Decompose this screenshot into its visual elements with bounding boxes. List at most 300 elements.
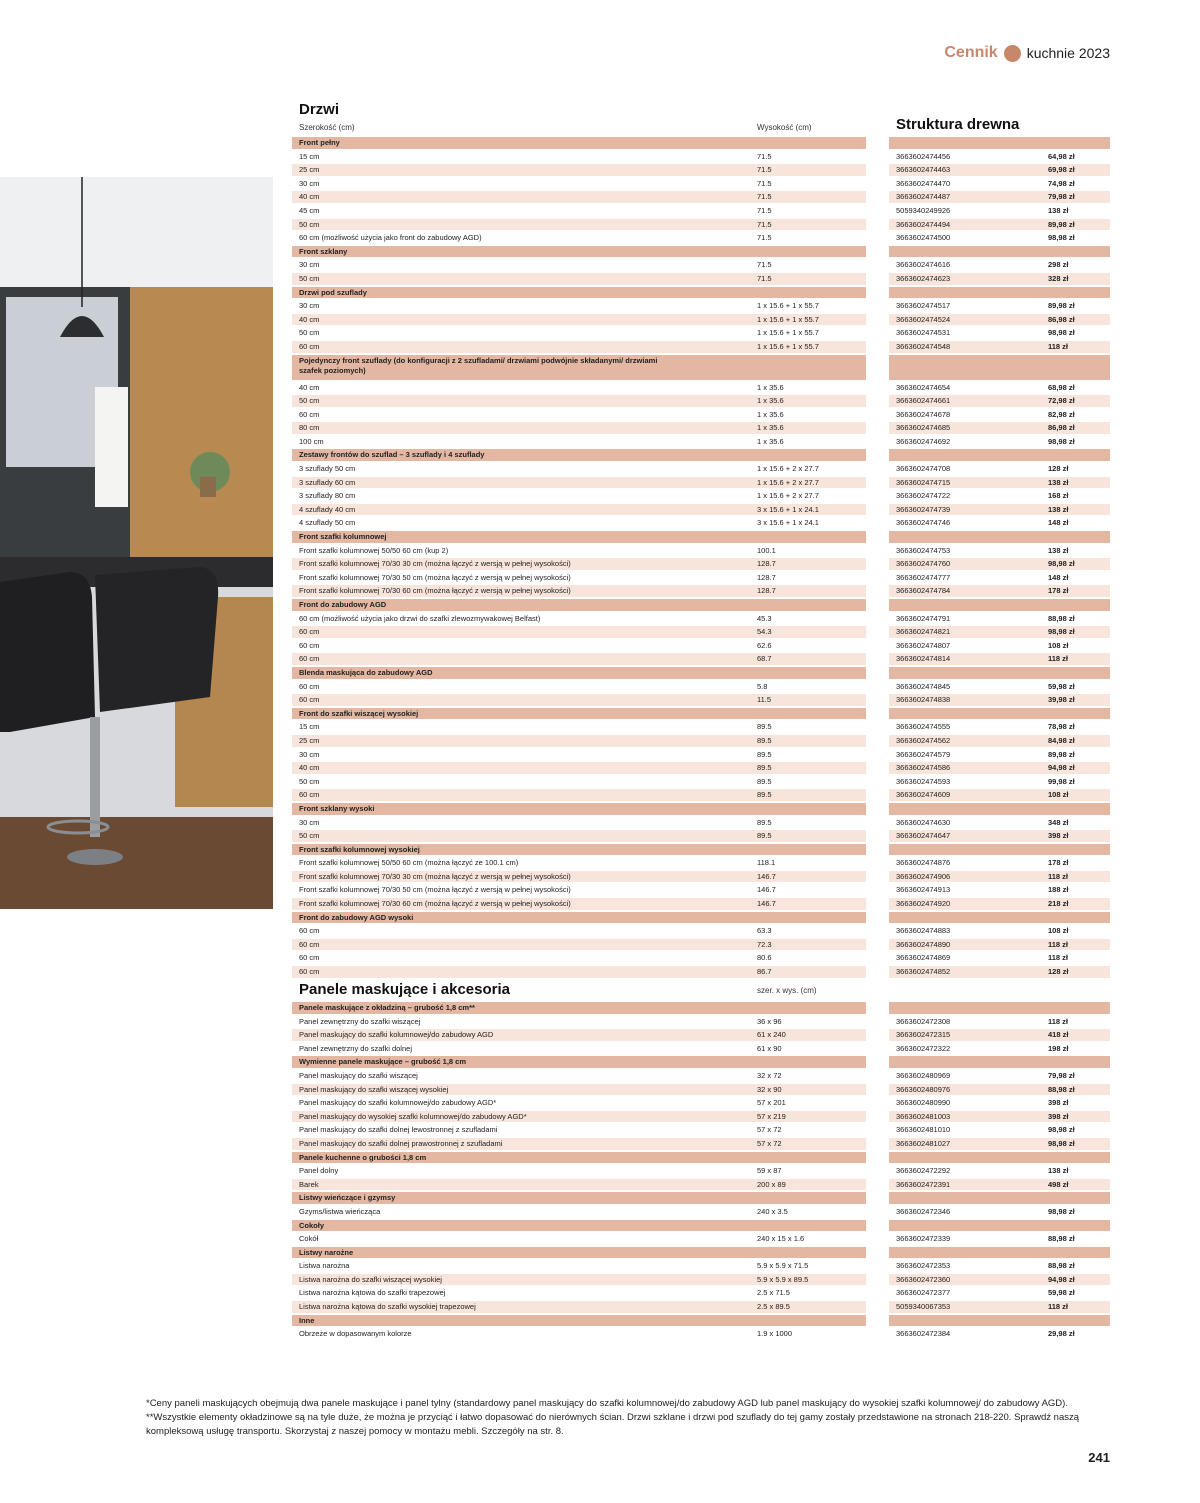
product-price: 398 zł xyxy=(1048,831,1069,841)
table-row xyxy=(292,544,1110,558)
product-name: 60 cm xyxy=(299,953,320,963)
product-dimensions: 57 x 72 xyxy=(757,1125,782,1135)
product-dimensions: 100.1 xyxy=(757,545,776,555)
product-dimensions: 146.7 xyxy=(757,885,776,895)
product-dimensions: 240 x 15 x 1.6 xyxy=(757,1234,805,1244)
product-dimensions: 1 x 35.6 xyxy=(757,423,784,433)
product-dimensions: 3 x 15.6 + 1 x 24.1 xyxy=(757,504,819,514)
category-title: Zestawy frontów do szuflad – 3 szuflady i 4 szuflady xyxy=(299,450,485,460)
product-price: 94,98 zł xyxy=(1048,763,1075,773)
section-title-panele: Panele maskujące i akcesoria xyxy=(299,981,510,998)
product-price: 88,98 zł xyxy=(1048,613,1075,623)
product-dimensions: 71.5 xyxy=(757,273,772,283)
product-name: Panel dolny xyxy=(299,1166,339,1176)
table-row xyxy=(292,231,1110,245)
product-price: 98,98 zł xyxy=(1048,436,1075,446)
category-header xyxy=(292,707,1110,721)
category-header xyxy=(292,245,1110,259)
product-name: 60 cm xyxy=(299,939,320,949)
product-name: 30 cm xyxy=(299,260,320,270)
product-dimensions: 89.5 xyxy=(757,735,772,745)
product-dimensions: 5.9 x 5.9 x 89.5 xyxy=(757,1274,809,1284)
table-row xyxy=(292,612,1110,626)
product-code: 3663602472346 xyxy=(896,1206,951,1216)
product-name: 50 cm xyxy=(299,273,320,283)
product-name: 4 szuflady 40 cm xyxy=(299,504,356,514)
product-code: 3663602472339 xyxy=(896,1234,951,1244)
product-price: 98,98 zł xyxy=(1048,328,1075,338)
product-code: 3663602474500 xyxy=(896,233,951,243)
table-row xyxy=(292,150,1110,164)
product-name: 4 szuflady 50 cm xyxy=(299,518,356,528)
dimensions-column-label: szer. x wys. (cm) xyxy=(757,986,817,995)
product-dimensions: 86.7 xyxy=(757,967,772,977)
product-name: 60 cm xyxy=(299,409,320,419)
table-row xyxy=(292,476,1110,490)
product-code: 3663602474760 xyxy=(896,559,951,569)
footnote: *Ceny paneli maskujących obejmują dwa panele maskujące i panel tylny (standardowy panel maskujący do szafki kolumnowej/do zabudowy AGD lub panel maskujący do wysokiej szafki kolumnowej/ do zabudowy AGD). **Wszystkie elementy okładzinowe są na tyle duże, że można je przyciąć i łatwo dopasować do nierównych ścian. Drzwi szklane i drzwi pod szuflady do tej gamy zostały przedstawione na stronach 218-220. Sprawdź naszą kompleksową usługę transportu. Skorzystaj z naszej pomocy w montażu mebli. Szczegóły na str. 8. xyxy=(146,1398,1080,1437)
product-name: Panel maskujący do szafki wiszącej wysokiej xyxy=(299,1084,449,1094)
table-row xyxy=(292,571,1110,585)
product-name: 50 cm xyxy=(299,328,320,338)
product-name: 60 cm (możliwość użycia jako front do zabudowy AGD) xyxy=(299,233,482,243)
product-code: 3663602474692 xyxy=(896,436,951,446)
product-dimensions: 61 x 240 xyxy=(757,1030,786,1040)
table-row xyxy=(292,557,1110,571)
product-code: 3663602472292 xyxy=(896,1166,951,1176)
product-dimensions: 59 x 87 xyxy=(757,1166,782,1176)
product-code: 3663602474746 xyxy=(896,518,951,528)
product-price: 99,98 zł xyxy=(1048,776,1075,786)
product-name: 40 cm xyxy=(299,382,320,392)
product-dimensions: 118.1 xyxy=(757,858,776,868)
product-price: 78,98 zł xyxy=(1048,722,1075,732)
product-name: Panel maskujący do szafki kolumnowej/do zabudowy AGD xyxy=(299,1030,494,1040)
category-title: Front do zabudowy AGD wysoki xyxy=(299,912,414,922)
product-price: 108 zł xyxy=(1048,926,1069,936)
product-code: 3663602474845 xyxy=(896,681,951,691)
product-code: 3663602474562 xyxy=(896,735,951,745)
table-row xyxy=(292,1028,1110,1042)
table-row xyxy=(292,1042,1110,1056)
table-row xyxy=(292,1015,1110,1029)
table-row xyxy=(292,503,1110,517)
product-code: 3663602474531 xyxy=(896,328,951,338)
panels-price-table xyxy=(292,1001,1110,1341)
product-code: 3663602474753 xyxy=(896,545,951,555)
product-code: 3663602474654 xyxy=(896,382,951,392)
product-dimensions: 128.7 xyxy=(757,559,776,569)
product-dimensions: 57 x 219 xyxy=(757,1111,786,1121)
product-code: 3663602474623 xyxy=(896,273,951,283)
product-price: 348 zł xyxy=(1048,817,1069,827)
product-price: 138 zł xyxy=(1048,1166,1069,1176)
product-price: 128 zł xyxy=(1048,967,1069,977)
product-code: 5059340067353 xyxy=(896,1302,951,1312)
product-dimensions: 89.5 xyxy=(757,722,772,732)
product-name: Panel zewnętrzny do szafki dolnej xyxy=(299,1043,412,1053)
product-name: Panel maskujący do wysokiej szafki kolumnowej/do zabudowy AGD* xyxy=(299,1111,527,1121)
product-code: 3663602472315 xyxy=(896,1030,951,1040)
table-row xyxy=(292,1083,1110,1097)
product-code: 3663602474548 xyxy=(896,341,951,351)
table-row xyxy=(292,680,1110,694)
product-name: Obrzeże w dopasowanym kolorze xyxy=(299,1329,412,1339)
category-header xyxy=(292,1219,1110,1233)
product-name: 60 cm xyxy=(299,640,320,650)
table-row xyxy=(292,870,1110,884)
product-dimensions: 71.5 xyxy=(757,151,772,161)
product-dimensions: 2.5 x 71.5 xyxy=(757,1288,790,1298)
product-dimensions: 36 x 96 xyxy=(757,1016,782,1026)
product-code: 3663602474685 xyxy=(896,423,951,433)
height-column-label: Wysokość (cm) xyxy=(757,123,812,132)
table-row xyxy=(292,1110,1110,1124)
table-row xyxy=(292,1300,1110,1314)
product-name: 3 szuflady 60 cm xyxy=(299,477,356,487)
product-code: 3663602474647 xyxy=(896,831,951,841)
category-title: Panele maskujące z okładziną – grubość 1,8 cm** xyxy=(299,1003,475,1012)
product-price: 98,98 zł xyxy=(1048,1206,1075,1216)
catalog-subtitle: kuchnie 2023 xyxy=(1026,45,1110,61)
product-dimensions: 71.5 xyxy=(757,219,772,229)
category-title: Front do zabudowy AGD xyxy=(299,600,387,609)
category-header xyxy=(292,448,1110,462)
product-dimensions: 1 x 35.6 xyxy=(757,436,784,446)
category-title: Panele kuchenne o grubości 1,8 cm xyxy=(299,1152,427,1162)
product-name: 100 cm xyxy=(299,436,324,446)
table-row xyxy=(292,1286,1110,1300)
product-code: 3663602474920 xyxy=(896,899,951,909)
product-name: Front szafki kolumnowej 70/30 60 cm (można łączyć z wersją w pełnej wysokości) xyxy=(299,586,571,596)
product-dimensions: 128.7 xyxy=(757,586,776,596)
product-code: 3663602472353 xyxy=(896,1261,951,1271)
product-dimensions: 71.5 xyxy=(757,178,772,188)
product-price: 128 zł xyxy=(1048,464,1069,474)
product-code: 3663602472308 xyxy=(896,1016,951,1026)
product-dimensions: 72.3 xyxy=(757,939,772,949)
table-row xyxy=(292,734,1110,748)
category-header xyxy=(292,1001,1110,1015)
product-name: 80 cm xyxy=(299,423,320,433)
table-row xyxy=(292,204,1110,218)
table-row xyxy=(292,421,1110,435)
product-price: 59,98 zł xyxy=(1048,681,1075,691)
product-code: 3663602474876 xyxy=(896,858,951,868)
product-price: 88,98 zł xyxy=(1048,1084,1075,1094)
table-row xyxy=(292,897,1110,911)
product-name: Front szafki kolumnowej 70/30 50 cm (można łączyć z wersją w pełnej wysokości) xyxy=(299,885,571,895)
product-name: Panel maskujący do szafki kolumnowej/do zabudowy AGD* xyxy=(299,1098,497,1108)
category-title: Listwy narożne xyxy=(299,1247,354,1257)
product-dimensions: 1 x 15.6 + 2 x 27.7 xyxy=(757,491,819,501)
product-dimensions: 128.7 xyxy=(757,572,776,582)
table-row xyxy=(292,883,1110,897)
product-name: 50 cm xyxy=(299,776,320,786)
kitchen-photo xyxy=(0,177,273,909)
product-price: 98,98 zł xyxy=(1048,627,1075,637)
product-name: Front szafki kolumnowej 70/30 50 cm (można łączyć z wersją w pełnej wysokości) xyxy=(299,572,571,582)
category-header xyxy=(292,354,1110,381)
product-code: 3663602472377 xyxy=(896,1288,951,1298)
table-row xyxy=(292,965,1110,979)
table-row xyxy=(292,584,1110,598)
product-code: 3663602474586 xyxy=(896,763,951,773)
table-row xyxy=(292,924,1110,938)
product-name: Front szafki kolumnowej 70/30 30 cm (można łączyć z wersją w pełnej wysokości) xyxy=(299,559,571,569)
product-code: 3663602474494 xyxy=(896,219,951,229)
product-price: 72,98 zł xyxy=(1048,396,1075,406)
product-dimensions: 80.6 xyxy=(757,953,772,963)
category-title: Front szafki kolumnowej wysokiej xyxy=(299,844,420,854)
product-price: 118 zł xyxy=(1048,953,1069,963)
table-row xyxy=(292,748,1110,762)
width-column-label: Szerokość (cm) xyxy=(299,123,355,132)
table-row xyxy=(292,516,1110,530)
category-header xyxy=(292,1151,1110,1165)
product-dimensions: 5.9 x 5.9 x 71.5 xyxy=(757,1261,809,1271)
table-row xyxy=(292,1327,1110,1341)
product-price: 29,98 zł xyxy=(1048,1329,1075,1339)
product-price: 79,98 zł xyxy=(1048,1070,1075,1080)
product-code: 3663602474708 xyxy=(896,464,951,474)
product-code: 3663602474517 xyxy=(896,301,951,311)
table-row xyxy=(292,856,1110,870)
product-code: 3663602481003 xyxy=(896,1111,951,1121)
product-code: 3663602474463 xyxy=(896,165,951,175)
product-code: 3663602474913 xyxy=(896,885,951,895)
product-dimensions: 89.5 xyxy=(757,831,772,841)
product-dimensions: 1 x 35.6 xyxy=(757,409,784,419)
product-name: 60 cm xyxy=(299,654,320,664)
product-dimensions: 32 x 90 xyxy=(757,1084,782,1094)
product-name: 50 cm xyxy=(299,831,320,841)
product-name: 60 cm xyxy=(299,926,320,936)
product-price: 98,98 zł xyxy=(1048,559,1075,569)
table-row xyxy=(292,258,1110,272)
product-name: 25 cm xyxy=(299,735,320,745)
product-price: 138 zł xyxy=(1048,477,1069,487)
product-price: 178 zł xyxy=(1048,586,1069,596)
table-row xyxy=(292,652,1110,666)
product-dimensions: 89.5 xyxy=(757,790,772,800)
product-name: 30 cm xyxy=(299,817,320,827)
product-dimensions: 1 x 35.6 xyxy=(757,396,784,406)
product-price: 118 zł xyxy=(1048,939,1069,949)
table-row xyxy=(292,761,1110,775)
product-dimensions: 1 x 15.6 + 2 x 27.7 xyxy=(757,464,819,474)
product-code: 3663602480976 xyxy=(896,1084,951,1094)
table-row xyxy=(292,1096,1110,1110)
product-name: Cokół xyxy=(299,1234,319,1244)
doors-price-table xyxy=(292,136,1110,979)
table-row xyxy=(292,163,1110,177)
product-price: 39,98 zł xyxy=(1048,695,1075,705)
product-price: 94,98 zł xyxy=(1048,1274,1075,1284)
product-price: 198 zł xyxy=(1048,1043,1069,1053)
product-code: 3663602474661 xyxy=(896,396,951,406)
product-price: 138 zł xyxy=(1048,504,1069,514)
product-dimensions: 61 x 90 xyxy=(757,1043,782,1053)
category-title: Drzwi pod szuflady xyxy=(299,287,367,297)
product-price: 398 zł xyxy=(1048,1111,1069,1121)
category-header xyxy=(292,1191,1110,1205)
product-price: 108 zł xyxy=(1048,790,1069,800)
product-price: 188 zł xyxy=(1048,885,1069,895)
product-name: Front szafki kolumnowej 70/30 30 cm (można łączyć z wersją w pełnej wysokości) xyxy=(299,871,571,881)
product-name: 3 szuflady 80 cm xyxy=(299,491,356,501)
product-code: 3663602480969 xyxy=(896,1070,951,1080)
product-dimensions: 71.5 xyxy=(757,233,772,243)
product-dimensions: 1 x 15.6 + 2 x 27.7 xyxy=(757,477,819,487)
table-row xyxy=(292,190,1110,204)
product-name: 60 cm xyxy=(299,627,320,637)
product-code: 3663602472360 xyxy=(896,1274,951,1284)
table-row xyxy=(292,177,1110,191)
product-code: 3663602474715 xyxy=(896,477,951,487)
table-row xyxy=(292,625,1110,639)
category-title: Front szklany wysoki xyxy=(299,803,375,813)
product-code: 3663602472322 xyxy=(896,1043,951,1053)
table-row xyxy=(292,435,1110,449)
product-dimensions: 63.3 xyxy=(757,926,772,936)
category-title: Blenda maskująca do zabudowy AGD xyxy=(299,667,433,677)
product-name: Listwa narożna xyxy=(299,1261,350,1271)
product-code: 3663602474555 xyxy=(896,722,951,732)
product-dimensions: 71.5 xyxy=(757,260,772,270)
product-name: 60 cm xyxy=(299,967,320,977)
product-price: 118 zł xyxy=(1048,1302,1069,1312)
product-code: 3663602480990 xyxy=(896,1098,951,1108)
product-code: 3663602474784 xyxy=(896,586,951,596)
product-code: 3663602472384 xyxy=(896,1329,951,1339)
product-code: 3663602474678 xyxy=(896,409,951,419)
table-row xyxy=(292,272,1110,286)
product-dimensions: 5.8 xyxy=(757,681,768,691)
product-price: 88,98 zł xyxy=(1048,1261,1075,1271)
table-row xyxy=(292,326,1110,340)
product-dimensions: 68.7 xyxy=(757,654,772,664)
product-dimensions: 146.7 xyxy=(757,871,776,881)
product-dimensions: 146.7 xyxy=(757,899,776,909)
product-dimensions: 3 x 15.6 + 1 x 24.1 xyxy=(757,518,819,528)
product-price: 418 zł xyxy=(1048,1030,1069,1040)
table-row xyxy=(292,951,1110,965)
product-dimensions: 32 x 72 xyxy=(757,1070,782,1080)
product-code: 5059340249926 xyxy=(896,205,951,215)
product-code: 3663602474838 xyxy=(896,695,951,705)
wood-structure-title: Struktura drewna xyxy=(896,116,1020,133)
table-row xyxy=(292,693,1110,707)
product-code: 3663602474487 xyxy=(896,192,951,202)
product-code: 3663602474777 xyxy=(896,572,951,582)
product-code: 3663602474890 xyxy=(896,939,951,949)
product-price: 89,98 zł xyxy=(1048,749,1075,759)
category-title: Front do szafki wiszącej wysokiej xyxy=(299,708,419,718)
product-code: 3663602474616 xyxy=(896,260,951,270)
product-name: 60 cm xyxy=(299,790,320,800)
table-row xyxy=(292,938,1110,952)
page-number: 241 xyxy=(1088,1450,1110,1465)
product-name: Listwa narożna do szafki wiszącej wysokiej xyxy=(299,1274,442,1284)
product-name: 45 cm xyxy=(299,205,320,215)
product-price: 328 zł xyxy=(1048,273,1069,283)
product-dimensions: 45.3 xyxy=(757,613,772,623)
category-header xyxy=(292,1314,1110,1328)
product-name: Listwa narożna kątowa do szafki wysokiej trapezowej xyxy=(299,1302,476,1312)
category-header xyxy=(292,911,1110,925)
table-row xyxy=(292,1178,1110,1192)
category-title: Front szklany xyxy=(299,246,348,256)
product-dimensions: 89.5 xyxy=(757,817,772,827)
product-name: 60 cm xyxy=(299,681,320,691)
product-name: Panel maskujący do szafki wiszącej xyxy=(299,1070,418,1080)
product-name: 40 cm xyxy=(299,314,320,324)
product-dimensions: 1 x 35.6 xyxy=(757,382,784,392)
product-price: 148 zł xyxy=(1048,572,1069,582)
product-dimensions: 71.5 xyxy=(757,165,772,175)
product-price: 118 zł xyxy=(1048,1016,1069,1026)
table-row xyxy=(292,788,1110,802)
product-code: 3663602474470 xyxy=(896,178,951,188)
product-code: 3663602474852 xyxy=(896,967,951,977)
product-price: 84,98 zł xyxy=(1048,735,1075,745)
category-header xyxy=(292,530,1110,544)
product-price: 64,98 zł xyxy=(1048,151,1075,161)
product-name: Front szafki kolumnowej 70/30 60 cm (można łączyć z wersją w pełnej wysokości) xyxy=(299,899,571,909)
table-row xyxy=(292,313,1110,327)
product-name: 50 cm xyxy=(299,396,320,406)
category-header xyxy=(292,666,1110,680)
brand-label: Cennik xyxy=(944,44,998,61)
product-dimensions: 71.5 xyxy=(757,192,772,202)
section-title-drzwi: Drzwi xyxy=(299,101,340,118)
product-name: 30 cm xyxy=(299,749,320,759)
product-name: 15 cm xyxy=(299,722,320,732)
product-dimensions: 1 x 15.6 + 1 x 55.7 xyxy=(757,301,819,311)
product-code: 3663602474814 xyxy=(896,654,951,664)
brand-dot-icon xyxy=(1004,45,1021,62)
product-dimensions: 89.5 xyxy=(757,763,772,773)
table-row xyxy=(292,1069,1110,1083)
product-dimensions: 1.9 x 1000 xyxy=(757,1329,793,1339)
category-title: Front szafki kolumnowej xyxy=(299,532,387,542)
product-price: 74,98 zł xyxy=(1048,178,1075,188)
product-name: Front szafki kolumnowej 50/50 60 cm (można łączyć ze 100.1 cm) xyxy=(299,858,519,868)
table-row xyxy=(292,1205,1110,1219)
product-name: Listwa narożna kątowa do szafki trapezowej xyxy=(299,1288,446,1298)
table-row xyxy=(292,299,1110,313)
product-dimensions: 71.5 xyxy=(757,205,772,215)
product-price: 118 zł xyxy=(1048,654,1069,664)
product-dimensions: 89.5 xyxy=(757,776,772,786)
product-code: 3663602481027 xyxy=(896,1138,951,1148)
product-code: 3663602474739 xyxy=(896,504,951,514)
product-code: 3663602474883 xyxy=(896,926,951,936)
product-price: 69,98 zł xyxy=(1048,165,1075,175)
table-row xyxy=(292,1137,1110,1151)
product-price: 108 zł xyxy=(1048,640,1069,650)
product-price: 89,98 zł xyxy=(1048,219,1075,229)
table-row xyxy=(292,775,1110,789)
category-header xyxy=(292,843,1110,857)
product-name: Gzyms/listwa wieńcząca xyxy=(299,1206,381,1216)
product-name: 30 cm xyxy=(299,178,320,188)
product-code: 3663602474593 xyxy=(896,776,951,786)
product-price: 68,98 zł xyxy=(1048,382,1075,392)
product-code: 3663602474722 xyxy=(896,491,951,501)
category-title: Wymienne panele maskujące – grubość 1,8 cm xyxy=(299,1057,467,1067)
